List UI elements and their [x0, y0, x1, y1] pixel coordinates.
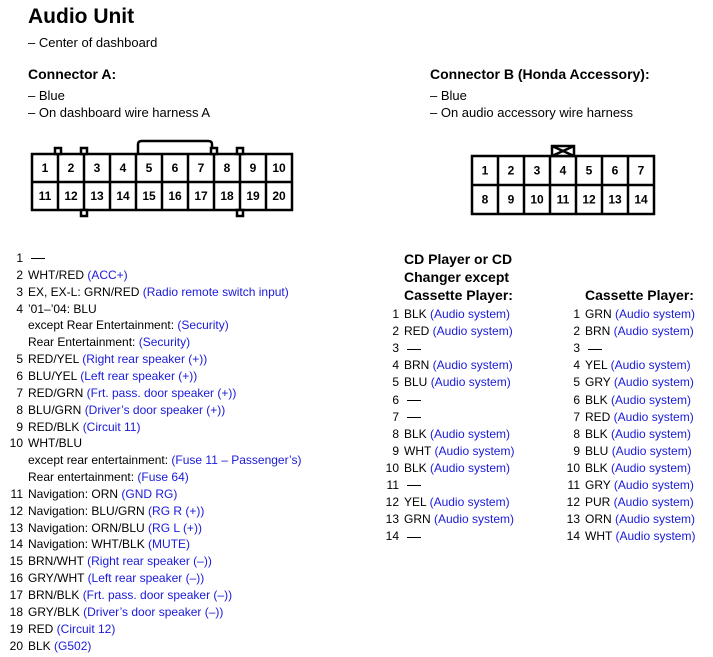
- pin-description: (Audio system): [432, 358, 513, 373]
- connector-a-pin-label: 17: [194, 189, 208, 203]
- connector-b-pin-label: 13: [608, 192, 622, 207]
- wire-color: BLU: [404, 375, 431, 390]
- wire-color: BRN: [585, 324, 614, 339]
- connector-a-pin-row: [0, 604, 223, 621]
- wire-color: WHT/BLU: [28, 436, 82, 451]
- wire-color: WHT/RED: [28, 267, 88, 282]
- pin-number: 7: [16, 385, 23, 400]
- wire-color: except Rear Entertainment:: [28, 318, 178, 333]
- connector-a-pin-row: [0, 570, 204, 587]
- pin-description: (Audio system): [611, 426, 692, 441]
- wire-color: BLU/GRN: [28, 402, 85, 417]
- cassette-player-pin-row: [560, 306, 695, 323]
- connector-a-pin-label: 14: [116, 189, 130, 203]
- cassette-player-pin-row: [560, 340, 602, 357]
- connector-a-pin-row: [0, 250, 45, 267]
- wire-color: ORN: [585, 512, 615, 527]
- pin-number: 9: [16, 419, 23, 434]
- cassette-player-pin-row: [560, 392, 691, 409]
- connector-b-pin-label: 8: [481, 192, 489, 207]
- connector-a-key: [237, 148, 243, 154]
- connector-a-pin-label: 16: [168, 189, 182, 203]
- connector-a-pin-label: 12: [64, 189, 78, 203]
- pin-description: (Audio system): [613, 495, 694, 510]
- page-title: Audio Unit: [28, 5, 135, 28]
- pin-number: 5: [392, 375, 399, 390]
- connector-a-pin-row: [0, 267, 128, 284]
- wire-color: Navigation: WHT/BLK: [28, 537, 149, 552]
- connector-b-color: – Blue: [430, 88, 467, 103]
- wire-color: RED/GRN: [28, 385, 87, 400]
- connector-b-pin-label: 3: [533, 163, 541, 178]
- connector-a-diagram: [28, 138, 298, 220]
- cd-player-pin-row: [379, 323, 513, 340]
- connector-b-pin-label: 2: [507, 163, 515, 178]
- connector-b-pin-label: 9: [507, 192, 515, 207]
- pin-number: 11: [386, 478, 399, 492]
- pin-number: 3: [573, 341, 580, 356]
- connector-b-pin-label: 14: [634, 192, 648, 207]
- pin-number: 6: [16, 368, 23, 383]
- cassette-player-pin-row: [560, 426, 691, 443]
- unused-pin-dash: [407, 485, 421, 486]
- wire-color: EX, EX-L: GRN/RED: [28, 284, 143, 299]
- wire-color: GRY/BLK: [28, 604, 84, 619]
- wire-color: BRN/BLK: [28, 588, 83, 602]
- wire-color: GRY: [585, 478, 614, 492]
- pin-number: 16: [9, 571, 23, 586]
- connector-a-pin-row: [0, 334, 190, 351]
- cassette-player-pin-row: [560, 409, 694, 426]
- pin-number: 10: [385, 460, 399, 475]
- pin-description: (Audio system): [432, 324, 513, 339]
- connector-a-pin-label: 8: [223, 161, 231, 175]
- connector-a-pin-row: [0, 553, 212, 570]
- connector-a-pin-row: [0, 301, 97, 318]
- connector-a-heading: Connector A:: [28, 66, 117, 82]
- wire-color: BLK: [585, 426, 612, 441]
- cassette-player-pin-row: [560, 323, 694, 340]
- connector-a-key: [81, 148, 87, 154]
- connector-a-pin-label: 11: [38, 189, 52, 203]
- wire-color: GRN: [404, 512, 434, 527]
- connector-a-pin-row: [0, 351, 207, 368]
- connector-a-pin-row: [0, 385, 236, 402]
- connector-a-pin-label: 4: [119, 161, 127, 175]
- page-subtitle: – Center of dashboard: [28, 35, 158, 50]
- pin-number: 14: [9, 537, 23, 552]
- pin-description: (Driver’s door speaker (–)): [83, 604, 224, 619]
- connector-a-pin-row: [0, 621, 115, 638]
- pin-description: (Audio system): [430, 426, 511, 441]
- pin-description: (Left rear speaker (–)): [87, 571, 205, 586]
- wire-color: BLK: [404, 426, 431, 441]
- pin-number: 11: [567, 478, 580, 492]
- wire-color: BLK: [28, 638, 55, 653]
- wire-color: Navigation: ORN/BLU: [28, 520, 149, 535]
- connector-a-key: [55, 148, 61, 154]
- unused-pin-dash: [407, 400, 421, 401]
- wire-color: BLK: [404, 460, 431, 475]
- connector-a-pin-label: 15: [142, 189, 156, 203]
- wire-color: BLU/YEL: [28, 368, 81, 383]
- pin-description: (Audio system): [430, 460, 511, 475]
- wire-color: WHT: [404, 443, 435, 458]
- pin-description: (Circuit 12): [56, 621, 116, 636]
- cd-player-heading-line: CD Player or CD: [404, 251, 513, 267]
- unused-pin-dash: [407, 349, 421, 350]
- connector-a-pin-row: [0, 368, 197, 385]
- pin-number: 1: [573, 307, 580, 321]
- connector-b-pin-label: 5: [585, 163, 593, 178]
- pin-number: 14: [566, 529, 580, 544]
- pin-number: 10: [566, 460, 580, 475]
- wire-color: ’01–’04: BLU: [28, 301, 97, 316]
- cd-player-pin-row: [379, 460, 510, 477]
- pin-number: 2: [573, 324, 580, 339]
- connector-a-pin-row: [0, 419, 140, 436]
- unused-pin-dash: [588, 349, 602, 350]
- cassette-player-heading: Cassette Player:: [585, 287, 694, 303]
- pin-number: 6: [392, 392, 399, 407]
- connector-b-pin-label: 6: [611, 163, 619, 178]
- connector-a-pin-label: 6: [171, 161, 179, 175]
- connector-a-pin-label: 13: [90, 189, 104, 203]
- cassette-player-pin-row: [560, 374, 694, 391]
- pin-number: 3: [16, 284, 23, 299]
- cd-player-pin-row: [379, 426, 510, 443]
- wire-color: RED/BLK: [28, 419, 83, 434]
- cd-player-pin-row: [379, 511, 514, 528]
- pin-number: 4: [573, 358, 580, 373]
- cd-player-pin-row: [379, 340, 421, 357]
- connector-a-location: – On dashboard wire harness A: [28, 105, 211, 120]
- pin-description: (Audio system): [613, 409, 694, 424]
- connector-a-pin-label: 10: [272, 161, 286, 175]
- pin-description: (Audio system): [615, 307, 696, 321]
- pin-description: (Audio system): [615, 529, 696, 544]
- wire-color: Navigation: ORN: [28, 486, 122, 501]
- wire-color: RED/YEL: [28, 352, 83, 367]
- connector-a-pin-row: [0, 536, 190, 553]
- cd-player-pin-row: [379, 374, 511, 391]
- pin-number: 12: [566, 495, 580, 510]
- connector-a-pin-label: 9: [249, 161, 257, 175]
- pin-description: (Audio system): [611, 460, 692, 475]
- connector-b-location: – On audio accessory wire harness: [430, 105, 634, 120]
- pin-number: 17: [9, 588, 23, 602]
- cd-player-pin-row: [379, 477, 421, 494]
- connector-a-pin-row: [0, 503, 204, 520]
- pin-number: 19: [9, 621, 23, 636]
- pin-number: 7: [573, 409, 580, 424]
- pin-description: (Audio system): [434, 512, 515, 527]
- cassette-player-pin-row: [560, 528, 695, 545]
- pin-description: (Right rear speaker (+)): [82, 352, 208, 367]
- pin-description: (ACC+): [87, 267, 128, 282]
- cd-player-pin-row: [379, 443, 514, 460]
- pin-number: 5: [16, 352, 23, 367]
- connector-a-pin-row: [0, 284, 289, 301]
- wire-color: except rear entertainment:: [28, 453, 172, 468]
- pin-description: (RG L (+)): [148, 520, 202, 535]
- pin-description: (GND RG): [121, 486, 178, 501]
- pin-description: (Right rear speaker (–)): [87, 554, 212, 569]
- pin-description: (Circuit 11): [82, 419, 141, 434]
- connector-a-key: [81, 210, 87, 216]
- pin-description: (Frt. pass. door speaker (–)): [82, 588, 233, 602]
- connector-b-pin-label: 7: [637, 163, 645, 178]
- cassette-player-pin-row: [560, 357, 691, 374]
- pin-number: 13: [9, 520, 23, 535]
- pin-number: 8: [573, 426, 580, 441]
- connector-b-pin-label: 12: [582, 192, 596, 207]
- wire-color: BLK: [585, 392, 612, 407]
- pin-number: 4: [16, 301, 23, 316]
- connector-b-pin-label: 11: [556, 192, 570, 207]
- wire-color: RED: [28, 621, 57, 636]
- wire-color: BLK: [404, 307, 431, 321]
- pin-description: (Audio system): [430, 307, 511, 321]
- connector-a-pin-label: 2: [67, 161, 75, 175]
- pin-description: (Fuse 64): [137, 470, 189, 485]
- cd-player-pin-row: [379, 392, 421, 409]
- connector-a-pin-row: [0, 638, 91, 655]
- connector-a-pin-row: [0, 486, 177, 503]
- connector-a-pin-row: [0, 520, 202, 537]
- pin-description: (Audio system): [613, 324, 694, 339]
- connector-a-pin-row: [0, 587, 232, 604]
- connector-a-pin-label: 5: [145, 161, 153, 175]
- pin-number: 11: [10, 486, 23, 501]
- wire-color: BLK: [585, 460, 612, 475]
- pin-number: 9: [573, 443, 580, 458]
- wire-color: RED: [404, 324, 433, 339]
- pin-description: (Audio system): [613, 375, 694, 390]
- pin-number: 3: [392, 341, 399, 356]
- connector-a-pin-label: 18: [220, 189, 234, 203]
- pin-number: 18: [9, 604, 23, 619]
- wire-color: Rear Entertainment:: [28, 335, 139, 350]
- cd-player-pin-row: [379, 528, 421, 545]
- connector-a-color: – Blue: [28, 88, 65, 103]
- cd-player-heading-line: Cassette Player:: [404, 287, 513, 303]
- wire-color: GRY: [585, 375, 614, 390]
- wire-color: GRY/WHT: [28, 571, 88, 586]
- connector-a-lock-tab: [138, 141, 212, 154]
- pin-number: 9: [392, 443, 399, 458]
- pin-description: (RG R (+)): [148, 503, 205, 518]
- pin-number: 7: [392, 409, 399, 424]
- cassette-player-pin-row: [560, 511, 695, 528]
- wire-color: YEL: [404, 495, 430, 510]
- pin-number: 10: [9, 436, 23, 451]
- pin-description: (Audio system): [611, 443, 692, 458]
- pin-description: (Fuse 11 – Passenger’s): [171, 453, 302, 468]
- pin-description: (Security): [177, 318, 229, 333]
- pin-description: (Left rear speaker (+)): [80, 368, 198, 383]
- cd-player-pin-row: [379, 494, 510, 511]
- connector-b-pin-label: 4: [559, 163, 567, 178]
- pin-number: 13: [566, 512, 580, 527]
- cd-player-heading: [404, 250, 513, 304]
- connector-a-pin-row: [0, 452, 302, 469]
- cassette-player-pin-row: [560, 494, 694, 511]
- pin-description: (Audio system): [434, 443, 515, 458]
- cd-player-pin-row: [379, 357, 513, 374]
- unused-pin-dash: [407, 537, 421, 538]
- pin-number: 6: [573, 392, 580, 407]
- connector-a-pin-label: 20: [272, 189, 286, 203]
- pin-number: 12: [385, 495, 399, 510]
- cassette-player-pin-row: [560, 477, 694, 494]
- pin-description: (Radio remote switch input): [142, 284, 289, 299]
- wire-color: BRN/WHT: [28, 554, 88, 569]
- cd-player-pin-row: [379, 306, 510, 323]
- pin-description: (G502): [54, 638, 92, 653]
- pin-number: 5: [573, 375, 580, 390]
- pin-description: (Security): [138, 335, 191, 350]
- pin-number: 15: [9, 554, 23, 569]
- cd-player-heading-line: Changer except: [404, 269, 510, 285]
- connector-a-pin-label: 3: [93, 161, 101, 175]
- wire-color: RED: [585, 409, 614, 424]
- connector-b-pin-label: 1: [481, 163, 489, 178]
- connector-b-diagram: [468, 142, 660, 218]
- wire-color: BRN: [404, 358, 433, 373]
- pin-description: (Audio system): [611, 392, 692, 407]
- pin-number: 12: [9, 503, 23, 518]
- connector-b-description: [430, 87, 633, 121]
- pin-description: (MUTE): [148, 537, 191, 552]
- cd-player-pin-row: [379, 409, 421, 426]
- wire-color: PUR: [585, 495, 614, 510]
- pin-number: 4: [392, 358, 399, 373]
- pin-number: 14: [385, 529, 399, 544]
- pin-number: 2: [16, 267, 23, 282]
- pin-description: (Audio system): [610, 358, 691, 373]
- unused-pin-dash: [31, 258, 45, 259]
- pin-number: 20: [9, 638, 23, 653]
- unused-pin-dash: [407, 417, 421, 418]
- wire-color: BLU: [585, 443, 612, 458]
- connector-a-pin-row: [0, 469, 189, 486]
- connector-a-pin-label: 7: [197, 161, 205, 175]
- cassette-player-pin-row: [560, 460, 691, 477]
- wire-color: Navigation: BLU/GRN: [28, 503, 149, 518]
- connector-a-pin-label: 1: [41, 161, 49, 175]
- connector-a-pin-label: 19: [246, 189, 260, 203]
- wire-color: YEL: [585, 358, 611, 373]
- pin-description: (Audio system): [430, 375, 511, 390]
- connector-a-pin-row: [0, 317, 229, 334]
- pin-number: 1: [16, 251, 23, 265]
- connector-a-key: [211, 148, 217, 154]
- wire-color: GRN: [585, 307, 615, 321]
- connector-b-heading: Connector B (Honda Accessory):: [430, 66, 650, 82]
- pin-number: 8: [392, 426, 399, 441]
- connector-a-pin-row: [0, 402, 225, 419]
- pin-description: (Audio system): [615, 512, 696, 527]
- wire-color: WHT: [585, 529, 616, 544]
- pin-number: 2: [392, 324, 399, 339]
- pin-number: 8: [16, 402, 23, 417]
- pin-description: (Frt. pass. door speaker (+)): [86, 385, 237, 400]
- pin-description: (Audio system): [429, 495, 510, 510]
- cassette-player-pin-row: [560, 443, 692, 460]
- connector-a-key: [237, 210, 243, 216]
- pin-description: (Audio system): [613, 478, 694, 492]
- connector-a-description: [28, 87, 210, 121]
- wire-color: Rear entertainment:: [28, 470, 138, 485]
- pin-number: 13: [385, 512, 399, 527]
- pin-description: (Driver’s door speaker (+)): [84, 402, 226, 417]
- connector-b-pin-label: 10: [530, 192, 544, 207]
- connector-a-pin-row: [0, 435, 82, 452]
- pin-number: 1: [392, 307, 399, 321]
